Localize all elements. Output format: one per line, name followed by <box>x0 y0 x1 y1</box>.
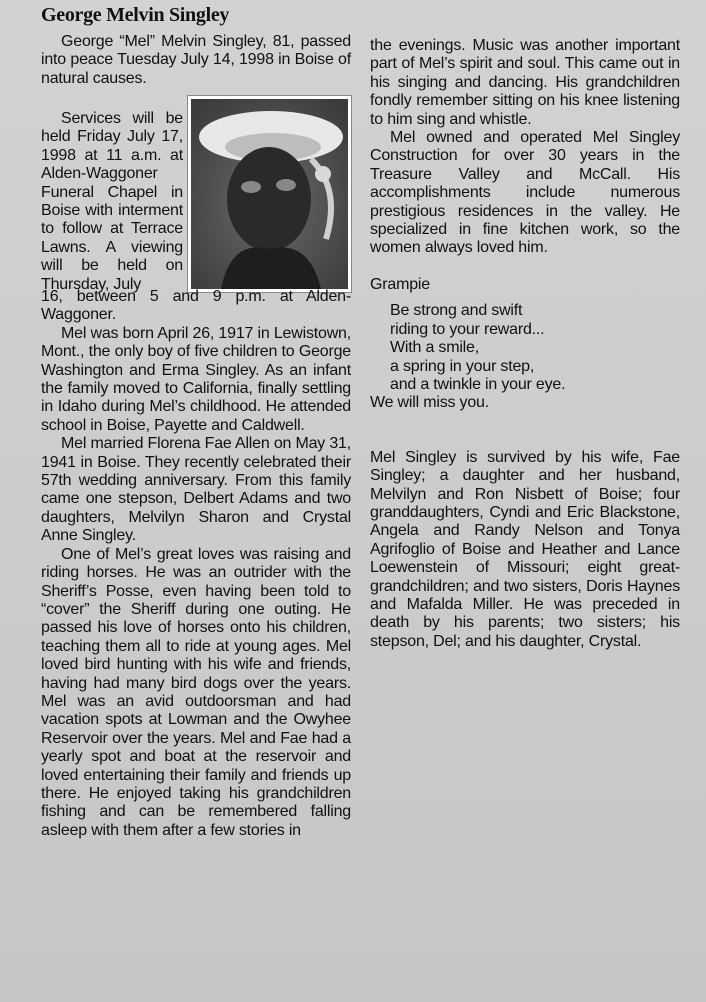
left-column-intro <box>41 33 351 88</box>
marriage-paragraph: Mel married Florena Fae Allen on May 31, 1941 in Boise. They recently celebrated their 57th wedding anniversary. From this family came one stepson, Delbert Adams and two daughters, Melvilyn Sharon and Crystal Anne Singley. <box>41 435 351 545</box>
obituary-headline: George Melvin Singley <box>41 4 230 26</box>
survivors-paragraph: Mel Singley is survived by his wife, Fae Singley; a daughter and her husband, Melvilyn and Ron Nisbett of Boise; four granddaughters, Cyndi and Eric Blackstone, Angela and Randy Nelson and Tonya Agrifoglio of Boise and Heather and Lance Loewenstein of Missouri; eight great-grandchildren; and two sisters, Doris Haynes and Mafalda Miller. He was preceded in death by his parents; two sisters; his stepson, Del; and his daughter, Crystal. <box>370 448 680 650</box>
poem-line: Be strong and swift <box>390 302 523 320</box>
hobbies-paragraph: One of Mel’s great loves was raising and riding horses. He was an outrider with the Sheriff’s Posse, even having been told to “cover” the Sheriff during one outing. He passed his love of horses onto his children, teaching them all to ride at young ages. Mel loved bird hunting with his wife and friends, having had many bird dogs over the years. Mel was an avid outdoorsman and had vacation spots at Lowman and the Owyhee Reservoir over the years. Mel and Fae had a yearly spot and boat at the reservoir and loved entertaining their family and friends up there. He enjoyed taking his grandchildren fishing and can be remembered falling asleep with them after a few stories in <box>41 545 351 839</box>
intro-paragraph: George “Mel” Melvin Singley, 81, passed into peace Tuesday July 14, 1998 in Boise of natural causes. <box>41 33 351 87</box>
left-column-services <box>41 110 183 294</box>
portrait-photo <box>187 95 352 293</box>
portrait-photo-icon <box>191 99 348 289</box>
birth-paragraph: Mel was born April 26, 1917 in Lewistown, Mont., the only boy of five children to George Washington and Erma Singley. As an infant the family moved to California, finally settling in Idaho during Mel’s childhood. He attended school in Boise, Payette and Caldwell. <box>41 324 351 434</box>
poem-closing: We will miss you. <box>370 394 489 412</box>
right-column <box>370 37 680 651</box>
services-paragraph: Services will be held Friday July 17, 1998 at 11 a.m. at Alden-Waggoner Funeral Chapel in Boise with interment to follow at Terrace Lawns. A viewing will be held on Thursday, July <box>41 110 183 293</box>
music-paragraph: the evenings. Music was another important part of Mel’s spirit and soul. This came out in his singing and dancing. His grandchildren fondly remember sitting on his knee listening to him sing and whistle. <box>370 37 680 128</box>
left-column-body <box>41 288 351 840</box>
poem-line: a spring in your step, <box>390 357 535 375</box>
poem-line: riding to your reward... <box>390 320 545 338</box>
business-paragraph: Mel owned and operated Mel Singley Construction for over 30 years in the Treasure Valley and McCall. His accomplishments include numerous prestigious residences in the valley. He specialized in fine kitchen work, so the women always loved him. <box>370 129 680 257</box>
poem-title: Grampie <box>370 275 430 293</box>
viewing-paragraph: 16, between 5 and 9 p.m. at Alden-Waggoner. <box>41 288 351 324</box>
poem-line: With a smile, <box>390 339 479 357</box>
poem-line: and a twinkle in your eye. <box>390 375 566 393</box>
